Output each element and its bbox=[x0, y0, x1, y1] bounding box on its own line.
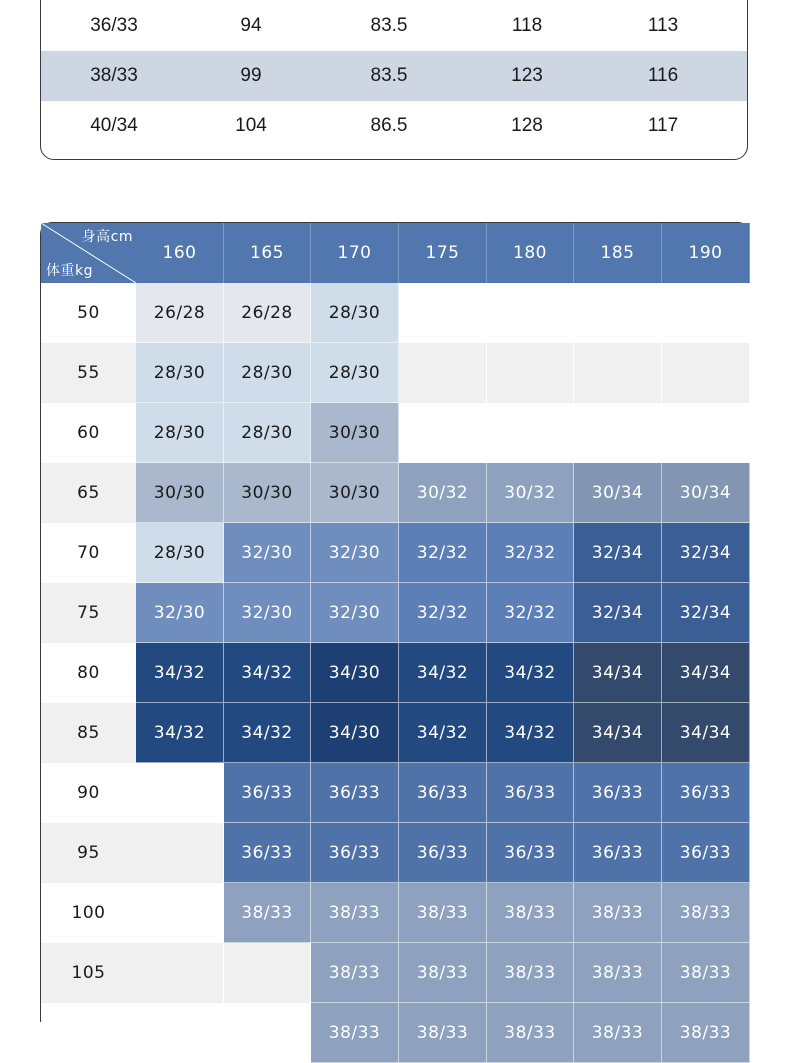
weight-label-cell bbox=[41, 1003, 136, 1063]
size-recommendation-cell: 28/30 bbox=[136, 343, 224, 403]
size-spec-cell: 116 bbox=[647, 65, 679, 86]
size-recommendation-cell: 38/33 bbox=[487, 943, 574, 1003]
size-recommendation-cell: 28/30 bbox=[311, 283, 399, 343]
size-recommendation-cell: 32/34 bbox=[662, 583, 750, 643]
size-recommendation-cell: 38/33 bbox=[399, 883, 487, 943]
size-recommendation-cell: 30/30 bbox=[224, 463, 311, 523]
height-header-cell: 170 bbox=[311, 223, 399, 283]
weight-label-cell: 95 bbox=[41, 823, 136, 883]
size-recommendation-cell: 36/33 bbox=[311, 763, 399, 823]
size-recommendation-cell: 32/32 bbox=[487, 523, 574, 583]
weight-label-cell: 55 bbox=[41, 343, 136, 403]
size-recommendation-cell: 32/34 bbox=[662, 523, 750, 583]
size-recommendation-cell: 36/33 bbox=[399, 823, 487, 883]
height-header-cell: 185 bbox=[574, 223, 662, 283]
size-recommendation-cell: 28/30 bbox=[311, 343, 399, 403]
size-spec-cell: 36/33 bbox=[90, 15, 138, 36]
size-spec-cell: 40/34 bbox=[90, 115, 138, 136]
size-recommendation-cell: 38/33 bbox=[487, 1003, 574, 1063]
size-recommendation-cell: 32/32 bbox=[399, 523, 487, 583]
size-recommendation-cell bbox=[574, 283, 662, 343]
size-recommendation-cell: 36/33 bbox=[662, 823, 750, 883]
weight-label-cell: 90 bbox=[41, 763, 136, 823]
size-recommendation-cell: 36/33 bbox=[574, 763, 662, 823]
height-header-cell: 180 bbox=[487, 223, 574, 283]
size-recommendation-cell: 38/33 bbox=[662, 943, 750, 1003]
grid-corner-header bbox=[41, 223, 136, 283]
size-recommendation-cell: 30/30 bbox=[136, 463, 224, 523]
size-recommendation-cell: 36/33 bbox=[224, 823, 311, 883]
size-recommendation-cell: 30/30 bbox=[311, 403, 399, 463]
size-recommendation-cell bbox=[136, 1003, 224, 1063]
size-recommendation-cell: 36/33 bbox=[399, 763, 487, 823]
size-recommendation-cell bbox=[136, 943, 224, 1003]
size-recommendation-cell: 32/34 bbox=[574, 583, 662, 643]
size-recommendation-cell bbox=[662, 403, 750, 463]
size-spec-row bbox=[41, 51, 747, 101]
size-recommendation-cell: 38/33 bbox=[399, 943, 487, 1003]
height-header-cell: 165 bbox=[224, 223, 311, 283]
size-recommendation-cell: 34/32 bbox=[399, 703, 487, 763]
size-spec-row bbox=[41, 101, 747, 151]
size-recommendation-cell: 36/33 bbox=[662, 763, 750, 823]
size-spec-cell: 86.5 bbox=[370, 115, 408, 136]
height-header-cell: 190 bbox=[662, 223, 750, 283]
size-recommendation-cell: 38/33 bbox=[487, 883, 574, 943]
weight-label-cell: 85 bbox=[41, 703, 136, 763]
size-recommendation-cell: 26/28 bbox=[136, 283, 224, 343]
weight-axis-label: 体重kg bbox=[46, 263, 93, 279]
size-recommendation-cell: 34/34 bbox=[574, 643, 662, 703]
size-recommendation-cell: 32/32 bbox=[487, 583, 574, 643]
size-spec-cell: 123 bbox=[511, 65, 543, 86]
size-spec-cell: 104 bbox=[235, 115, 267, 136]
weight-label-cell: 60 bbox=[41, 403, 136, 463]
size-recommendation-cell bbox=[487, 403, 574, 463]
size-spec-cell: 94 bbox=[240, 15, 262, 36]
size-recommendation-cell bbox=[136, 763, 224, 823]
size-spec-cell: 118 bbox=[511, 15, 543, 36]
size-recommendation-cell: 32/34 bbox=[574, 523, 662, 583]
size-recommendation-cell bbox=[487, 343, 574, 403]
size-recommendation-cell: 38/33 bbox=[574, 1003, 662, 1063]
size-recommendation-cell: 38/33 bbox=[311, 883, 399, 943]
size-spec-cell: 117 bbox=[647, 115, 679, 136]
size-recommendation-cell bbox=[136, 823, 224, 883]
size-recommendation-cell: 30/32 bbox=[399, 463, 487, 523]
size-recommendation-cell bbox=[224, 1003, 311, 1063]
size-recommendation-cell: 38/33 bbox=[662, 1003, 750, 1063]
size-recommendation-cell: 36/33 bbox=[311, 823, 399, 883]
size-spec-cell: 38/33 bbox=[90, 65, 138, 86]
size-recommendation-cell: 34/32 bbox=[224, 703, 311, 763]
weight-label-cell: 80 bbox=[41, 643, 136, 703]
size-spec-cell: 83.5 bbox=[370, 15, 408, 36]
size-spec-row bbox=[41, 1, 747, 51]
size-recommendation-grid bbox=[40, 222, 750, 1043]
size-recommendation-cell: 34/32 bbox=[136, 703, 224, 763]
size-recommendation-cell: 34/34 bbox=[574, 703, 662, 763]
size-recommendation-cell: 34/32 bbox=[224, 643, 311, 703]
size-recommendation-cell bbox=[574, 403, 662, 463]
height-axis-label: 身高cm bbox=[81, 229, 133, 245]
size-recommendation-cell bbox=[136, 883, 224, 943]
size-recommendation-cell: 36/33 bbox=[224, 763, 311, 823]
size-recommendation-cell: 36/33 bbox=[574, 823, 662, 883]
size-recommendation-cell: 32/30 bbox=[311, 583, 399, 643]
size-spec-cell: 99 bbox=[240, 65, 262, 86]
size-recommendation-cell: 28/30 bbox=[136, 403, 224, 463]
size-recommendation-cell: 34/32 bbox=[136, 643, 224, 703]
size-recommendation-cell: 34/34 bbox=[662, 703, 750, 763]
size-recommendation-cell bbox=[399, 403, 487, 463]
size-recommendation-cell: 38/33 bbox=[224, 883, 311, 943]
size-recommendation-cell: 34/32 bbox=[487, 643, 574, 703]
size-recommendation-cell: 30/32 bbox=[487, 463, 574, 523]
size-recommendation-cell bbox=[574, 343, 662, 403]
weight-label-cell: 100 bbox=[41, 883, 136, 943]
size-recommendation-cell: 26/28 bbox=[224, 283, 311, 343]
size-recommendation-cell bbox=[487, 283, 574, 343]
size-recommendation-cell: 34/30 bbox=[311, 643, 399, 703]
weight-label-cell: 70 bbox=[41, 523, 136, 583]
size-recommendation-cell bbox=[224, 943, 311, 1003]
weight-label-cell: 50 bbox=[41, 283, 136, 343]
weight-label-cell: 65 bbox=[41, 463, 136, 523]
size-recommendation-cell bbox=[662, 283, 750, 343]
size-recommendation-cell: 30/34 bbox=[574, 463, 662, 523]
size-spec-cell: 128 bbox=[511, 115, 543, 136]
size-recommendation-cell bbox=[662, 343, 750, 403]
weight-label-cell: 75 bbox=[41, 583, 136, 643]
size-recommendation-cell: 32/30 bbox=[311, 523, 399, 583]
size-recommendation-cell: 28/30 bbox=[224, 343, 311, 403]
size-recommendation-cell: 28/30 bbox=[136, 523, 224, 583]
size-recommendation-cell: 38/33 bbox=[311, 943, 399, 1003]
size-recommendation-cell bbox=[399, 343, 487, 403]
size-recommendation-cell: 34/30 bbox=[311, 703, 399, 763]
size-recommendation-cell: 38/33 bbox=[399, 1003, 487, 1063]
weight-label-cell: 105 bbox=[41, 943, 136, 1003]
size-recommendation-cell: 28/30 bbox=[224, 403, 311, 463]
size-recommendation-cell: 34/32 bbox=[399, 643, 487, 703]
size-recommendation-cell: 32/30 bbox=[136, 583, 224, 643]
height-header-cell: 175 bbox=[399, 223, 487, 283]
height-header-cell: 160 bbox=[136, 223, 224, 283]
size-recommendation-cell bbox=[399, 283, 487, 343]
size-recommendation-cell: 32/32 bbox=[399, 583, 487, 643]
size-recommendation-cell: 34/34 bbox=[662, 643, 750, 703]
size-recommendation-cell: 32/30 bbox=[224, 583, 311, 643]
size-recommendation-cell: 38/33 bbox=[574, 883, 662, 943]
size-recommendation-cell: 36/33 bbox=[487, 763, 574, 823]
size-recommendation-cell: 38/33 bbox=[574, 943, 662, 1003]
size-recommendation-cell: 32/30 bbox=[224, 523, 311, 583]
size-spec-cell: 83.5 bbox=[370, 65, 408, 86]
size-spec-cell: 113 bbox=[647, 15, 679, 36]
size-recommendation-cell: 34/32 bbox=[487, 703, 574, 763]
size-recommendation-cell: 38/33 bbox=[311, 1003, 399, 1063]
size-recommendation-cell: 30/34 bbox=[662, 463, 750, 523]
size-spec-table bbox=[40, 0, 748, 160]
size-recommendation-cell: 36/33 bbox=[487, 823, 574, 883]
size-recommendation-cell: 30/30 bbox=[311, 463, 399, 523]
size-recommendation-cell: 38/33 bbox=[662, 883, 750, 943]
